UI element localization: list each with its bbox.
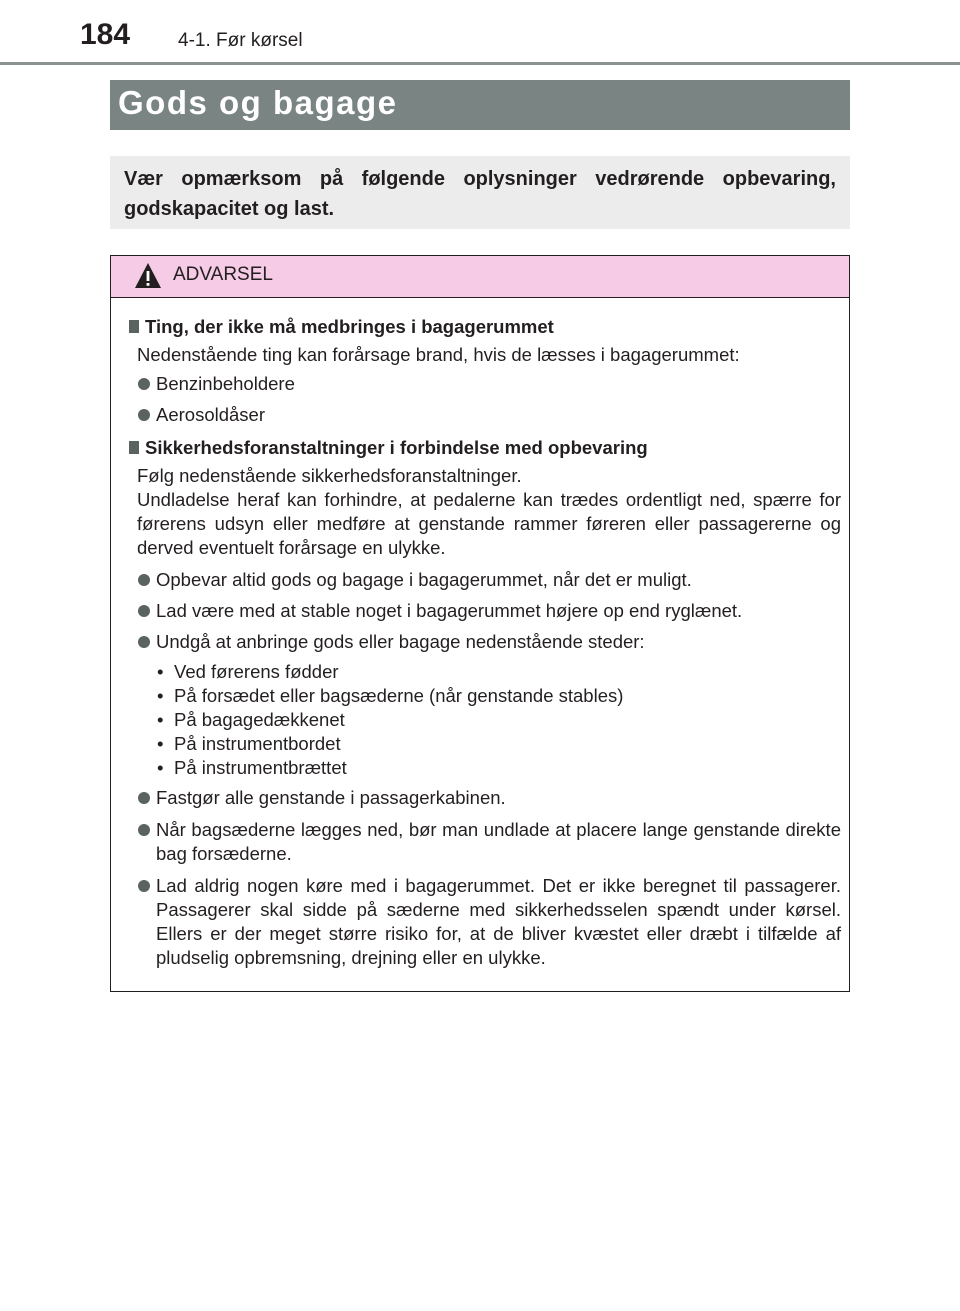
sub-list-item-text: På forsædet eller bagsæderne (når genstande stables): [174, 685, 624, 706]
circle-bullet-icon: [138, 409, 150, 421]
section-heading: Sikkerhedsforanstaltninger i forbindelse med opbevaring: [145, 437, 648, 458]
section-text: Følg nedenstående sikkerhedsforanstaltninger.: [137, 465, 522, 486]
circle-bullet-icon: [138, 378, 150, 390]
warning-label: ADVARSEL: [173, 264, 273, 285]
sub-list-item-text: Ved førerens fødder: [174, 661, 339, 682]
dot-bullet-icon: •: [157, 757, 164, 778]
warning-header: [111, 256, 849, 298]
dot-bullet-icon: •: [157, 685, 164, 706]
circle-bullet-icon: [138, 574, 150, 586]
section-text: Undladelse heraf kan forhindre, at pedalerne kan trædes ordentligt ned, spærre for førerens udsyn eller medføre at genstande rammer føreren eller passagererne og derved eventuelt forårsage en ulykke.: [137, 489, 841, 558]
page-title: Gods og bagage: [118, 84, 398, 121]
circle-bullet-icon: [138, 636, 150, 648]
header-rule: [0, 62, 960, 65]
list-item: Aerosoldåser: [156, 404, 266, 425]
sub-list-item-text: På instrumentbrættet: [174, 757, 347, 778]
list-item: Benzinbeholdere: [156, 373, 295, 394]
circle-bullet-icon: [138, 880, 150, 892]
intro-box: [110, 156, 850, 229]
list-item: Lad være med at stable noget i bagagerummet højere op end ryglænet.: [156, 600, 743, 621]
circle-bullet-icon: [138, 605, 150, 617]
page-number: 184: [80, 18, 131, 51]
warning-triangle-icon: [133, 261, 163, 291]
circle-bullet-icon: [138, 824, 150, 836]
dot-bullet-icon: •: [157, 709, 164, 730]
list-item: Fastgør alle genstande i passagerkabinen.: [156, 787, 506, 808]
square-bullet-icon: [129, 320, 139, 333]
sub-list-item-text: På instrumentbordet: [174, 733, 341, 754]
warning-box: [110, 255, 850, 992]
section-label: 4-1. Før kørsel: [178, 30, 303, 51]
section-heading: Ting, der ikke må medbringes i bagagerummet: [145, 316, 554, 337]
intro-text: Vær opmærksom på følgende oplysninger vedrørende opbevaring, godskapacitet og last.: [124, 168, 836, 220]
list-item: Når bagsæderne lægges ned, bør man undlade at placere lange genstande direkte bag forsæderne.: [156, 819, 841, 864]
section-text: Nedenstående ting kan forårsage brand, hvis de læsses i bagagerummet:: [137, 344, 740, 365]
list-item: Opbevar altid gods og bagage i bagagerummet, når det er muligt.: [156, 569, 692, 590]
dot-bullet-icon: •: [157, 733, 164, 754]
square-bullet-icon: [129, 441, 139, 454]
title-bar: [110, 80, 850, 130]
sub-list-item-text: På bagagedækkenet: [174, 709, 345, 730]
circle-bullet-icon: [138, 792, 150, 804]
list-item: Undgå at anbringe gods eller bagage nedenstående steder:: [156, 631, 645, 652]
list-item: Lad aldrig nogen køre med i bagagerummet. Det er ikke beregnet til passagerer. Passagerer skal sidde på sæderne med sikkerhedsselen spændt under kørsel. Ellers er der meget større risiko for, at de bliver kvæstet eller dræbt i tilfælde af pludselig opbremsning, drejning eller en ulykke.: [156, 875, 841, 968]
dot-bullet-icon: •: [157, 661, 164, 682]
